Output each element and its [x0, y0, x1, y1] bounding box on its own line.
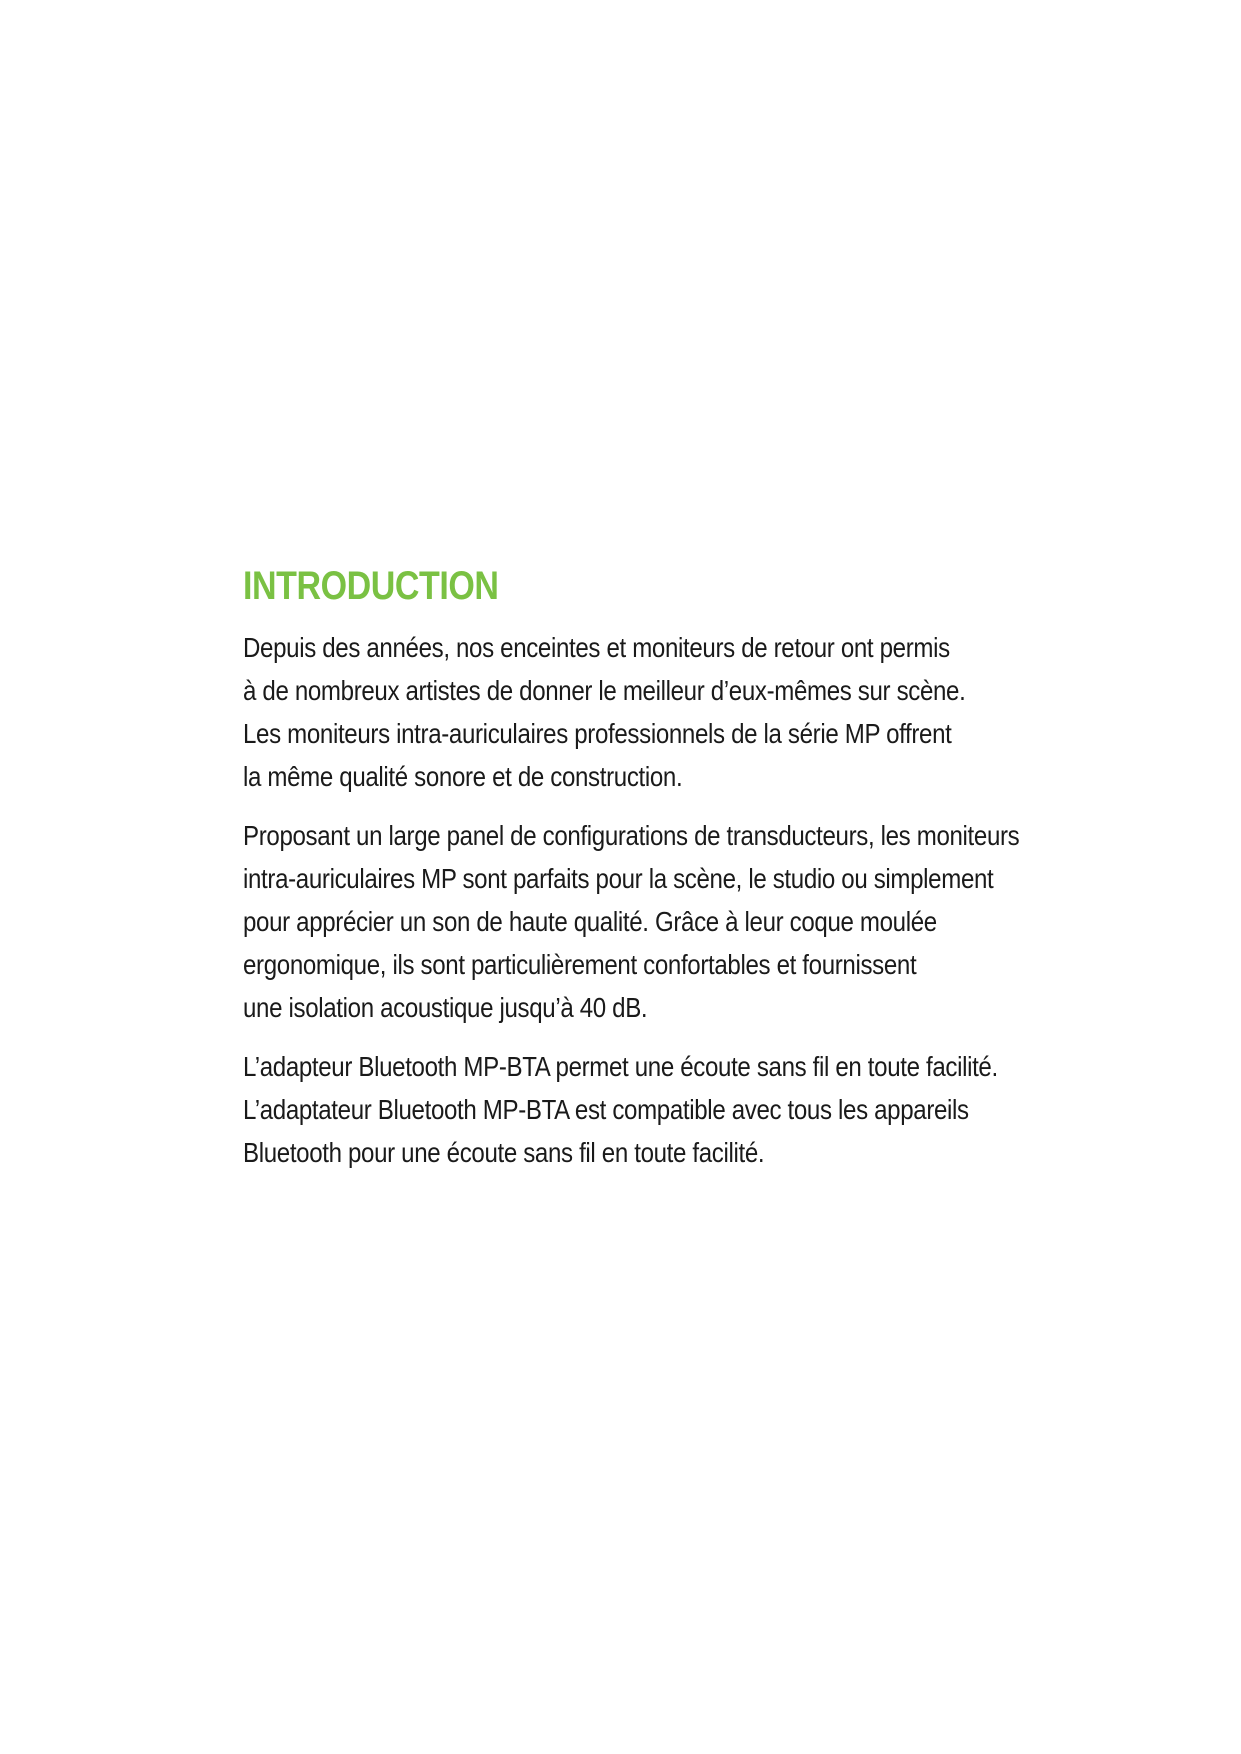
paragraph-history	[243, 626, 1146, 798]
paragraph-configurations	[243, 814, 1146, 1029]
paragraph-line: Les moniteurs intra-auriculaires professionnels de la série MP offrent	[243, 718, 952, 749]
paragraph-line: à de nombreux artistes de donner le meilleur d’eux-mêmes sur scène.	[243, 675, 966, 706]
paragraph-line: intra-auriculaires MP sont parfaits pour la scène, le studio ou simplement	[243, 863, 994, 894]
paragraph-line: Depuis des années, nos enceintes et moniteurs de retour ont permis	[243, 632, 950, 663]
introduction-section	[243, 560, 1143, 1190]
paragraph-line: Bluetooth pour une écoute sans fil en toute facilité.	[243, 1137, 765, 1168]
paragraph-line: L’adaptateur Bluetooth MP-BTA est compatible avec tous les appareils	[243, 1094, 969, 1125]
section-heading: INTRODUCTION	[243, 564, 499, 608]
paragraph-line: Proposant un large panel de configurations de transducteurs, les moniteurs	[243, 820, 1020, 851]
paragraph-line: une isolation acoustique jusqu’à 40 dB.	[243, 992, 648, 1023]
paragraph-bluetooth	[243, 1045, 1146, 1174]
paragraph-line: la même qualité sonore et de construction.	[243, 761, 683, 792]
paragraph-line: ergonomique, ils sont particulièrement confortables et fournissent	[243, 949, 917, 980]
paragraph-line: L’adapteur Bluetooth MP-BTA permet une écoute sans fil en toute facilité.	[243, 1051, 998, 1082]
paragraph-line: pour apprécier un son de haute qualité. Grâce à leur coque moulée	[243, 906, 937, 937]
